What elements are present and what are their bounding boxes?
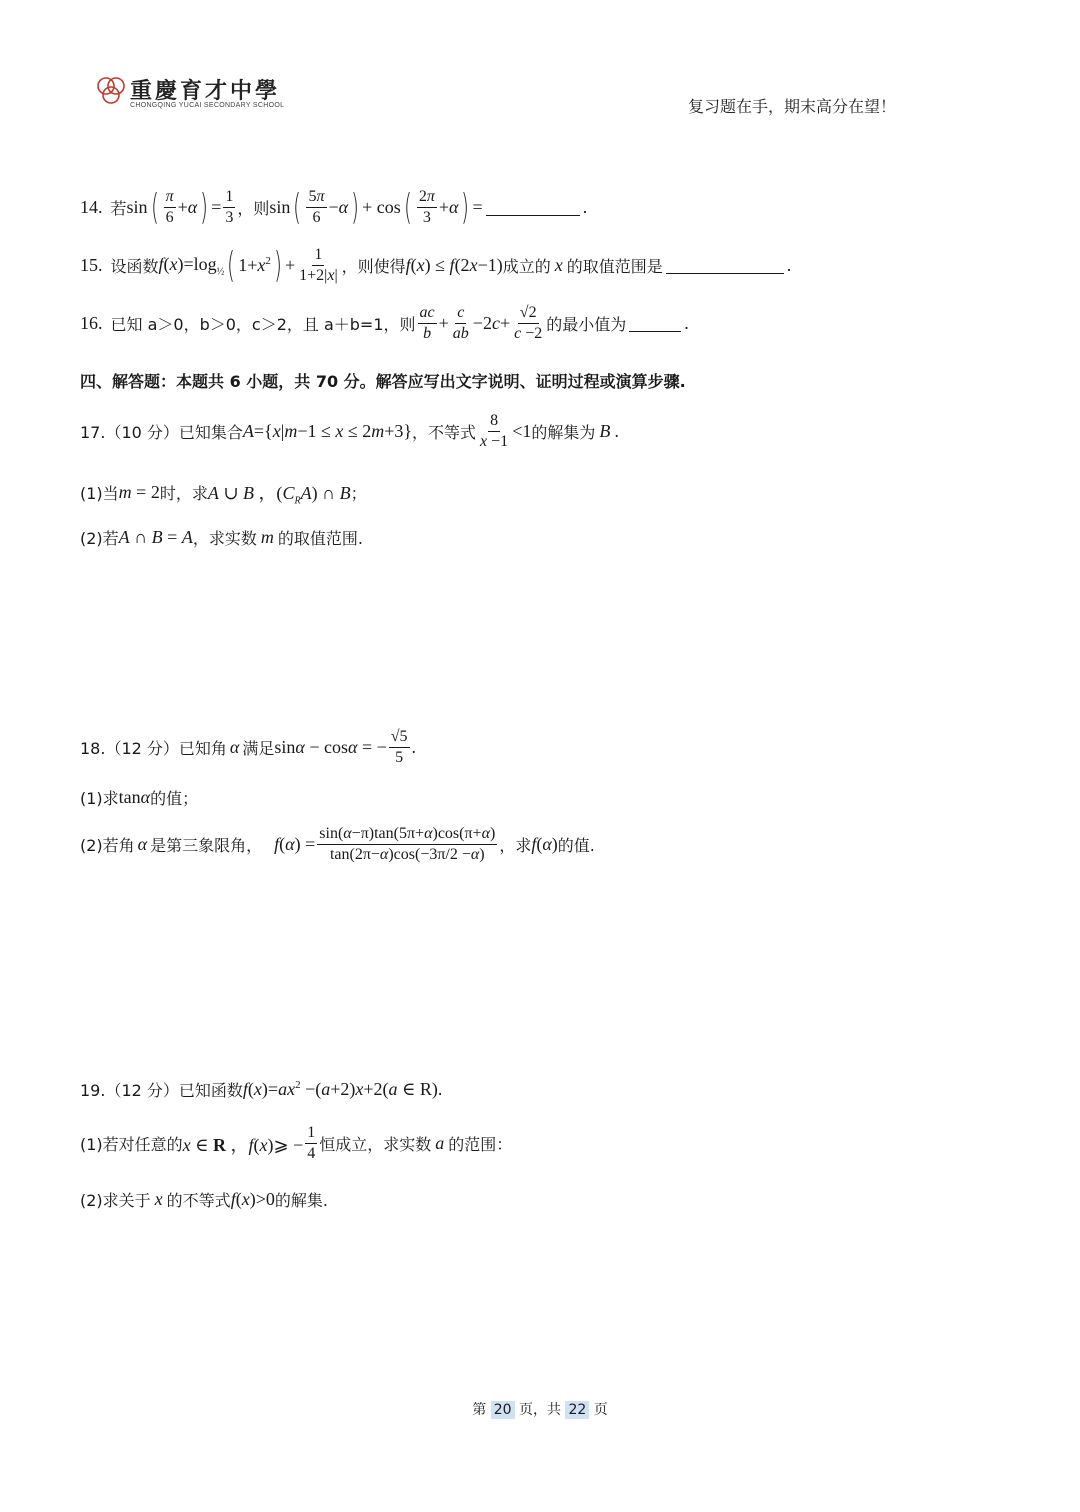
answer-blank: [629, 316, 681, 332]
answer-blank: [486, 200, 580, 216]
section-4-title: 四、解答题：本题共 6 小题，共 70 分。解答应写出文字说明、证明过程或演算步骤.: [80, 372, 686, 391]
question-18: 18.（12 分）已知角 α 满足 sinα − cosα = − $\frac{√5}{5}$ .: [80, 728, 417, 767]
school-name-cn: 重慶育才中學: [130, 78, 281, 104]
question-15: 15. 设函数 $f(x)=\log_{\frac{1}{2}}$ ( $1+x^2$ ) + $\frac{1}{1+2|x|}$ ，则使得 f(x) ≤ f(2x−1) 成立的 x 的取值范围是 .: [80, 244, 792, 286]
current-page-number: 20: [491, 1401, 515, 1419]
question-18-part-2: (2)若角 α 是第三象限角， f(α) = $\frac{\sin(\alpha-\pi)\tan(5\pi+\alpha)\cos(\pi+\alpha)}{\tan(2\pi-\alpha)\cos(-3\pi/2 -\alpha)}$ ，求 f(α) 的值.: [80, 825, 595, 864]
question-14: 14. 若 sin ( $\frac{\pi}{6}$ +α ) = $\frac{1}{3}$ ，则 sin ( $\frac{5\pi}{6}$ −α ) + cos ( $\frac{2\pi}{3}$ +α ) = .: [80, 186, 588, 228]
page-footer: 第 20 页，共 22 页: [472, 1402, 608, 1418]
header-slogan: 复习题在手，期末高分在望！: [688, 97, 897, 116]
question-19-part-1: (1)若对任意的 x ∈ R ，f(x)⩾ − $\frac{1}{4}$ 恒成立，求实数 a 的范围：: [80, 1124, 513, 1163]
question-17-part-2: (2)若 A ∩ B = A ，求实数 m 的取值范围.: [80, 527, 363, 548]
answer-blank: [666, 258, 784, 274]
total-page-number: 22: [565, 1401, 589, 1419]
question-18-part-1: (1)求 tanα 的值；: [80, 787, 199, 808]
question-17: 17.（10 分）已知集合 A={x|m−1 ≤ x ≤ 2m+3} ，不等式 $\frac{8}{x -1}$ <1 的解集为 B .: [80, 412, 620, 451]
question-17-part-1: (1)当 m = 2 时，求 A ∪ B ，$(C_RA)$ ∩ B ；: [80, 482, 367, 507]
school-logo: [94, 74, 285, 110]
school-name-en: CHONGQING YUCAI SECONDARY SCHOOL: [130, 102, 285, 109]
question-16: 16. 已知 a＞0，b＞0，c＞2，且 a＋b=1，则 $\frac{ac}{b}$ + $\frac{c}{ab}$ −2c+ $\frac{√2}{c -2}$ 的最小值为 .: [80, 304, 689, 343]
logo-rings-icon: [94, 74, 128, 108]
question-19: 19.（12 分）已知函数 $f(x)=ax^2 -(a+2)x+2(a$ ∈ R).: [80, 1079, 443, 1100]
question-19-part-2: (2)求关于 x 的不等式 f(x)>0 的解集.: [80, 1189, 328, 1210]
